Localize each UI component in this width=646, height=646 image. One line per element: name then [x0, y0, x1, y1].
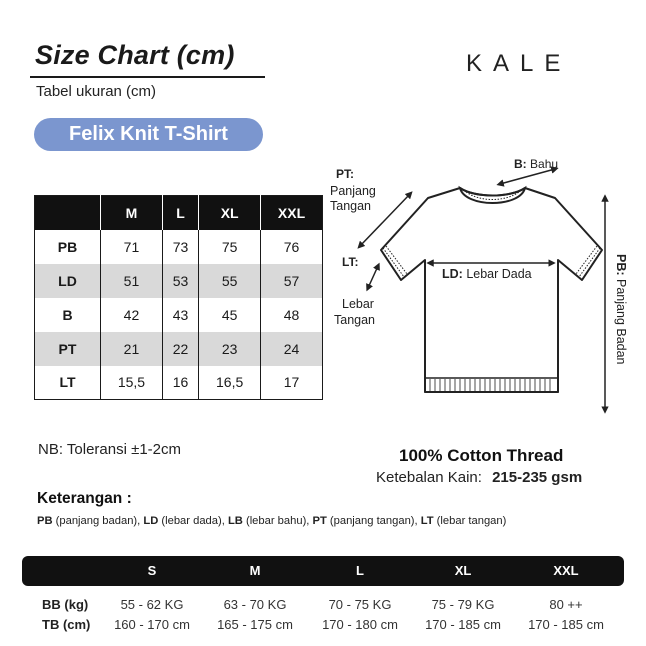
table-cell: 170 - 180 cm	[322, 617, 398, 632]
thickness-label: Ketebalan Kain:	[376, 469, 482, 486]
table-row	[35, 332, 323, 366]
b-label: B: Bahu	[514, 157, 559, 171]
row-label: B	[35, 298, 101, 332]
size-col-header: M	[101, 196, 163, 230]
table-cell: 42	[101, 298, 163, 332]
fit-col-header: S	[147, 563, 157, 578]
tshirt-diagram	[320, 150, 640, 420]
legend-abbr: PT	[312, 515, 327, 527]
legend-desc: (lebar bahu),	[242, 515, 313, 527]
size-col-header: XL	[199, 196, 261, 230]
table-row	[35, 264, 323, 298]
pt-label: PT:	[336, 167, 354, 181]
table-cell: 24	[261, 332, 323, 366]
table-cell: 22	[162, 332, 198, 366]
legend-heading: Keterangan :	[37, 490, 132, 507]
table-row	[35, 366, 323, 400]
size-col-header: L	[162, 196, 198, 230]
table-cell: 16,5	[199, 366, 261, 400]
thickness-row	[376, 469, 582, 486]
table-cell: 15,5	[101, 366, 163, 400]
fit-col-header: M	[249, 563, 261, 578]
product-name-badge: Felix Knit T-Shirt	[34, 118, 263, 151]
row-label: PB	[35, 230, 101, 264]
table-cell: 53	[162, 264, 198, 298]
lt-label: LT:	[342, 255, 359, 269]
table-cell: 57	[261, 264, 323, 298]
row-label: LD	[35, 264, 101, 298]
pt-desc-2: Tangan	[330, 199, 372, 213]
legend-abbr: LB	[227, 515, 243, 527]
table-cell: 75	[199, 230, 261, 264]
fit-col-header: XL	[454, 563, 472, 578]
size-col-header: XXL	[261, 196, 323, 230]
thickness-value: 215-235 gsm	[492, 469, 583, 486]
table-cell: 63 - 70 KG	[223, 597, 287, 612]
table-row	[35, 230, 323, 264]
fit-col-header: L	[356, 563, 364, 578]
shoulder-arrow	[500, 169, 555, 184]
fit-row-label: TB (cm)	[42, 617, 91, 632]
legend-desc: (lebar tangan)	[433, 515, 507, 527]
table-cell: 16	[162, 366, 198, 400]
sleeve-width-arrow	[368, 266, 378, 288]
fit-col-header: XXL	[553, 563, 579, 578]
legend-line	[37, 515, 506, 527]
table-cell: 165 - 175 cm	[217, 617, 293, 632]
table-cell: 45	[199, 298, 261, 332]
table-cell: 17	[261, 366, 323, 400]
fit-table-header	[22, 556, 624, 586]
fit-row-label: BB (kg)	[42, 597, 89, 612]
table-cell: 75 - 79 KG	[431, 597, 495, 612]
title-underline	[30, 76, 265, 78]
legend-desc: (panjang badan),	[52, 515, 144, 527]
table-cell: 76	[261, 230, 323, 264]
page-subtitle: Tabel ukuran (cm)	[36, 83, 157, 100]
legend-abbr: PB	[37, 515, 53, 527]
table-cell: 55 - 62 KG	[120, 597, 184, 612]
material-label: 100% Cotton Thread	[399, 446, 564, 465]
row-label: LT	[35, 366, 101, 400]
table-cell: 80 ++	[549, 597, 583, 612]
table-cell: 55	[199, 264, 261, 298]
table-cell: 73	[162, 230, 198, 264]
tolerance-note: NB: Toleransi ±1-2cm	[38, 441, 182, 458]
legend-desc: (panjang tangan),	[326, 515, 421, 527]
legend-abbr: LT	[420, 515, 434, 527]
table-row	[35, 298, 323, 332]
table-cell: 170 - 185 cm	[425, 617, 501, 632]
tshirt-outline	[381, 188, 602, 392]
lt-desc-2: Tangan	[334, 313, 376, 327]
table-cell: 70 - 75 KG	[328, 597, 392, 612]
size-table-corner-cell	[35, 196, 101, 230]
table-cell: 160 - 170 cm	[114, 617, 190, 632]
ld-label: LD: Lebar Dada	[442, 267, 532, 281]
table-cell: 48	[261, 298, 323, 332]
pb-label-group	[614, 254, 628, 365]
page-title: Size Chart (cm)	[35, 40, 235, 70]
table-cell: 23	[199, 332, 261, 366]
brand-logo: KALE	[466, 50, 572, 77]
size-table-header-row	[35, 196, 323, 230]
pb-label: PB: Panjang Badan	[614, 254, 628, 365]
table-cell: 43	[162, 298, 198, 332]
table-cell: 51	[101, 264, 163, 298]
lt-desc-1: Lebar	[342, 297, 374, 311]
pt-desc-1: Panjang	[330, 184, 376, 198]
table-cell: 71	[101, 230, 163, 264]
size-table	[34, 195, 323, 400]
table-cell: 170 - 185 cm	[528, 617, 604, 632]
row-label: PT	[35, 332, 101, 366]
table-cell: 21	[101, 332, 163, 366]
legend-abbr: LD	[143, 515, 159, 527]
legend-desc: (lebar dada),	[158, 515, 228, 527]
